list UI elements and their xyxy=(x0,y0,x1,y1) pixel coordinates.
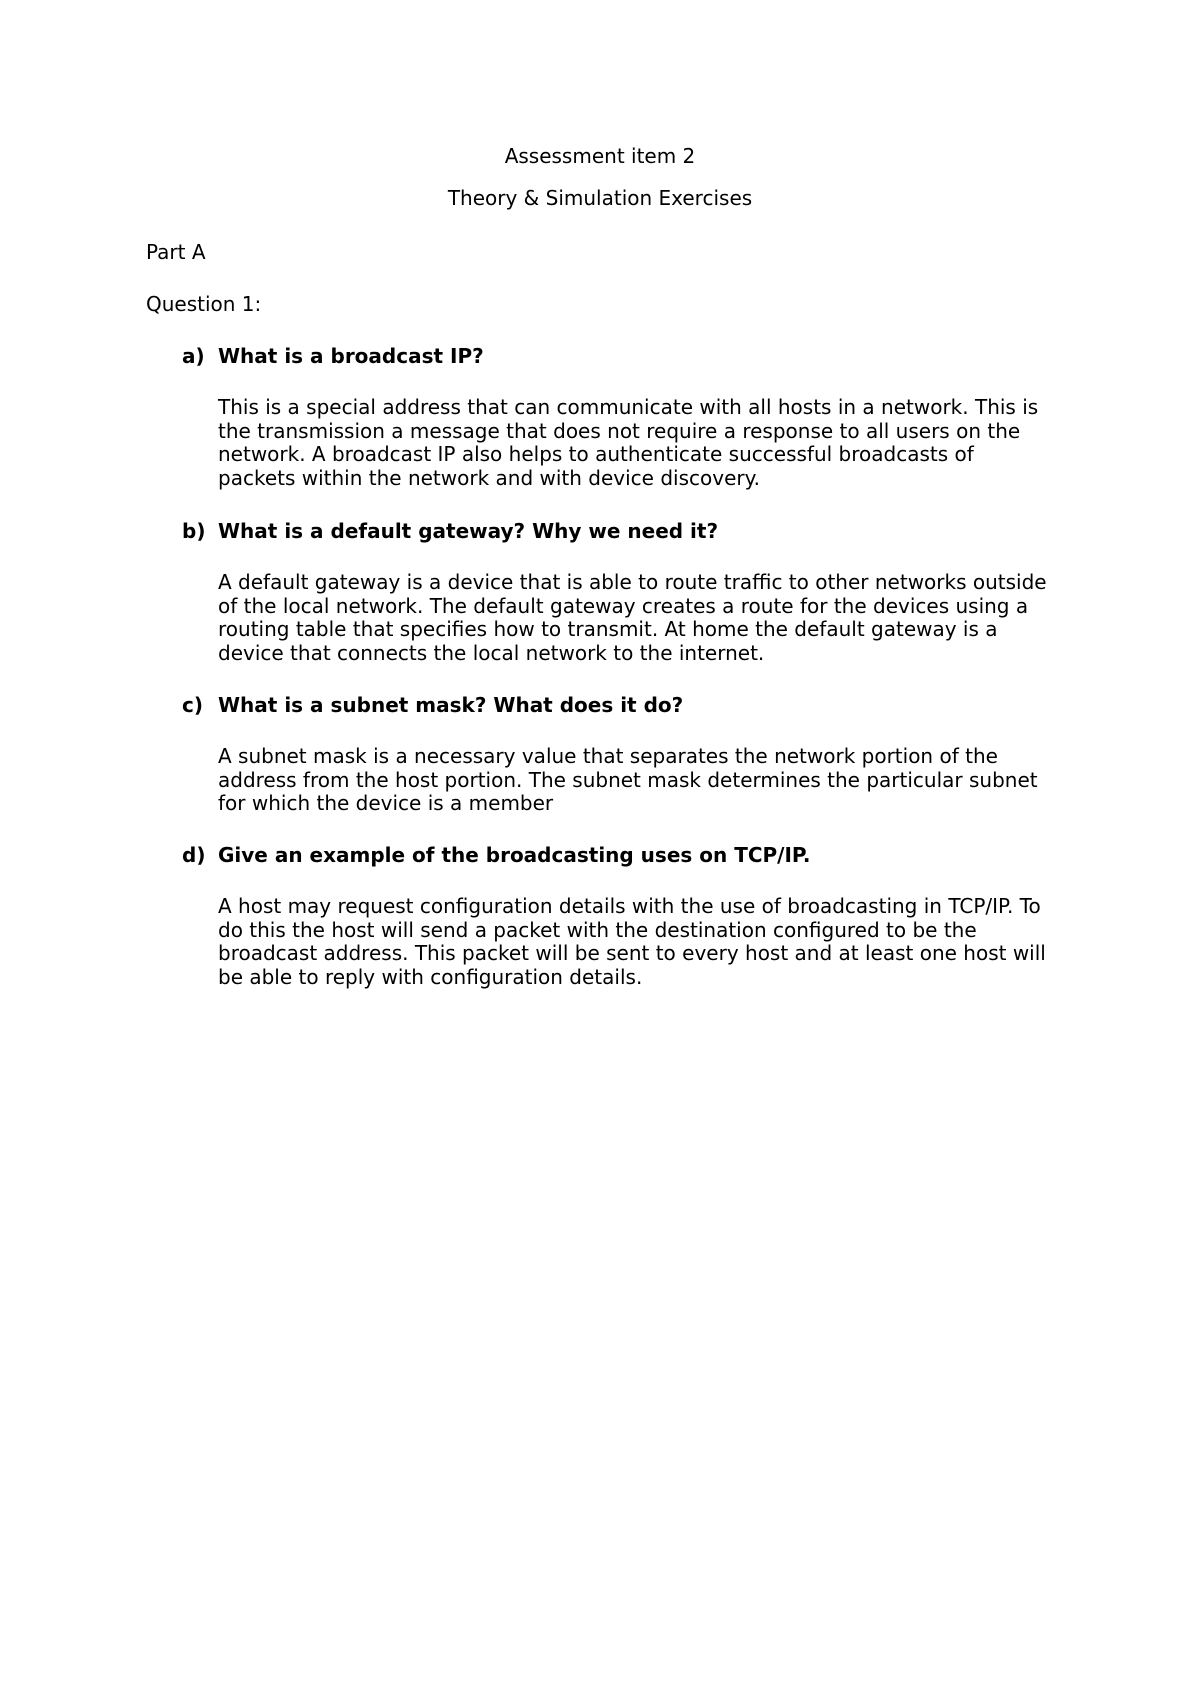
answer-line: A subnet mask is a necessary value that separates the network portion of the xyxy=(218,744,998,768)
answer-line: packets within the network and with device discovery. xyxy=(218,465,760,490)
answer-line: be able to reply with configuration details. xyxy=(218,964,643,989)
answer-line: network. A broadcast IP also helps to authenticate successful broadcasts of xyxy=(218,442,974,466)
question-text: What is a subnet mask? What does it do? xyxy=(218,693,684,717)
question-letter: c) xyxy=(182,693,203,717)
answer-line: This is a special address that can communicate with all hosts in a network. This is xyxy=(218,395,1039,419)
answer-line: device that connects the local network to the internet. xyxy=(218,640,765,665)
answer-line: do this the host will send a packet with the destination configured to be the xyxy=(218,917,977,942)
question-text: What is a default gateway? Why we need it? xyxy=(218,519,719,543)
answer-line: for which the device is a member xyxy=(218,791,554,815)
answer-paragraph xyxy=(218,571,1078,665)
document-subtitle: Theory & Simulation Exercises xyxy=(447,186,753,210)
answer-line: routing table that specifies how to transmit. At home the default gateway is a xyxy=(218,617,998,641)
answer-line: of the local network. The default gateway creates a route for the devices using a xyxy=(218,593,1029,618)
document-title: Assessment item 2 xyxy=(504,144,696,168)
answer-paragraph xyxy=(218,396,1078,490)
answer-line: the transmission a message that does not require a response to all users on the xyxy=(218,418,1021,443)
question-letter: a) xyxy=(182,344,205,368)
question-text: What is a broadcast IP? xyxy=(218,344,484,368)
answer-paragraph xyxy=(218,895,1078,989)
answer-line: address from the host portion. The subnet mask determines the particular subnet xyxy=(218,767,1038,792)
answer-paragraph xyxy=(218,745,1078,816)
question-letter: d) xyxy=(182,843,206,867)
answer-line: broadcast address. This packet will be sent to every host and at least one host will xyxy=(218,941,1046,965)
part-heading: Part A xyxy=(146,240,206,264)
question-heading: Question 1: xyxy=(146,292,262,316)
question-letter: b) xyxy=(182,519,206,543)
answer-line: A default gateway is a device that is able to route traffic to other networks outside xyxy=(218,570,1047,594)
answer-line: A host may request configuration details with the use of broadcasting in TCP/IP. To xyxy=(218,894,1041,918)
question-text: Give an example of the broadcasting uses on TCP/IP. xyxy=(218,843,811,867)
